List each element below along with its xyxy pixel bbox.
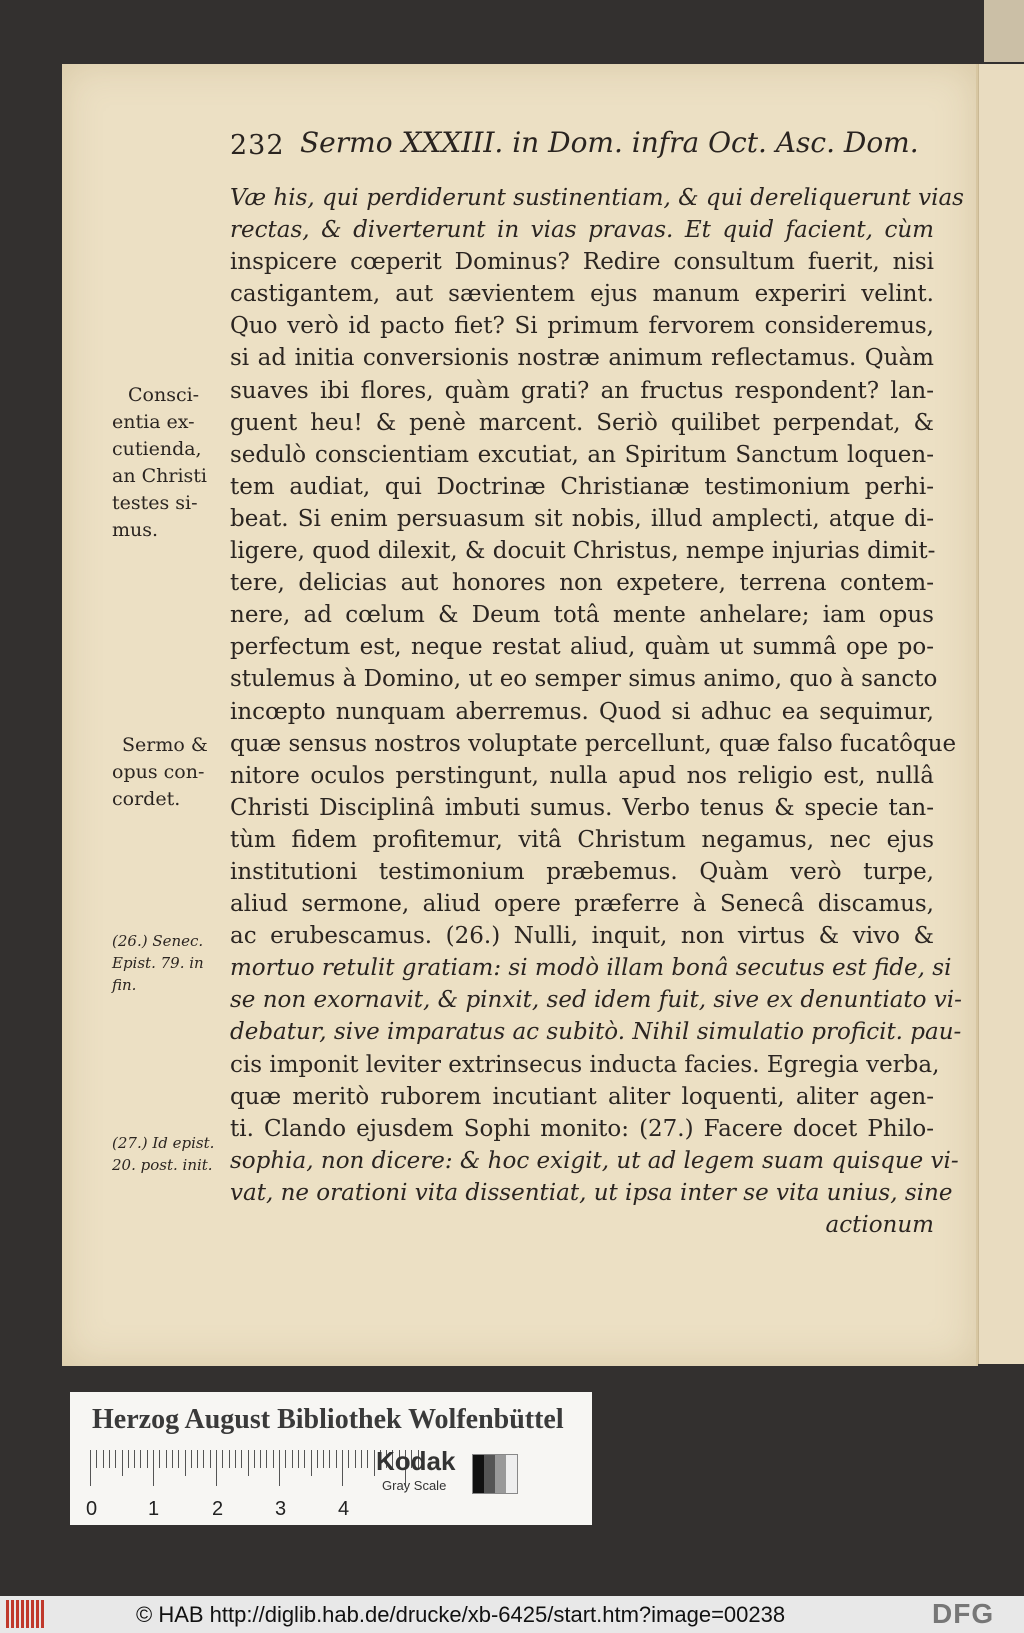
ruler-tick: [374, 1450, 375, 1476]
ruler-tick: [166, 1450, 167, 1468]
running-head-title: Sermo XXXIII. in Dom. infra Oct. Asc. Dom.: [300, 126, 919, 159]
text-line: mortuo retulit gratiam: si modò illam bonâ secutus est fide, si: [230, 955, 952, 982]
ruler-tick: [197, 1450, 198, 1468]
catchword: actionum: [825, 1212, 934, 1238]
text-line: suaves ibi flores, quàm grati? an fructus respondent? lan-: [230, 377, 934, 404]
text-line: Væ his, qui perdiderunt sustinentiam, & qui dereliquerunt vias: [230, 185, 964, 211]
text-line: se non exornavit, & pinxit, sed idem fuit, sive ex denuntiato vi-: [230, 987, 962, 1014]
ruler-number: 4: [338, 1498, 350, 1520]
ruler-tick: [147, 1450, 148, 1468]
adjacent-page-edge: [978, 64, 1024, 1364]
ruler-tick: [153, 1450, 154, 1486]
page-number: 232: [230, 130, 285, 161]
ruler-tick: [254, 1450, 255, 1468]
ruler-tick: [266, 1450, 267, 1468]
ruler-tick: [285, 1450, 286, 1468]
margin-note-line: an Christi: [112, 465, 207, 487]
text-line: sedulò conscientiam excutiat, an Spiritum Sanctum loquen-: [230, 441, 934, 468]
margin-note-citation-27: [112, 1132, 214, 1176]
text-line: vat, ne orationi vita dissentiat, ut ipsa inter se vita unius, sine: [230, 1179, 953, 1206]
ruler-number: 2: [212, 1498, 224, 1520]
ruler-tick: [229, 1450, 230, 1468]
margin-note-sermo: [112, 732, 208, 813]
margin-note-line: (26.) Senec.: [112, 932, 204, 950]
ruler-tick: [103, 1450, 104, 1468]
margin-note-line: 20. post. init.: [112, 1156, 213, 1174]
ruler-tick: [311, 1450, 312, 1476]
ruler-tick: [178, 1450, 179, 1468]
text-line: aliud sermone, aliud opere præferre à Senecâ discamus,: [230, 891, 934, 918]
ruler-tick: [273, 1450, 274, 1468]
ruler-tick: [140, 1450, 141, 1468]
gray-scale-swatch: [472, 1454, 518, 1494]
book-page: [62, 64, 978, 1366]
ruler-tick: [115, 1450, 116, 1468]
running-head: [230, 126, 930, 168]
margin-note-line: mus.: [112, 519, 159, 541]
ruler-tick: [134, 1450, 135, 1468]
ruler-tick: [185, 1450, 186, 1476]
ruler-tick: [222, 1450, 223, 1468]
text-line: ac erubescamus. (26.) Nulli, inquit, non virtus & vivo &: [230, 923, 934, 950]
ruler-number: 3: [275, 1498, 287, 1520]
text-line: quæ meritò ruborem incutiant aliter loquenti, aliter agen-: [230, 1083, 934, 1110]
ruler-tick: [172, 1450, 173, 1468]
text-line: inspicere cœperit Dominus? Redire consultum fuerit, nisi: [230, 249, 934, 276]
ruler-tick: [336, 1450, 337, 1468]
ruler-tick: [329, 1450, 330, 1468]
library-name: Herzog August Bibliothek Wolfenbüttel: [92, 1404, 564, 1435]
barcode-logo-icon: [6, 1600, 46, 1628]
margin-note-line: cordet.: [112, 788, 181, 810]
ruler-tick: [109, 1450, 110, 1468]
footer-url[interactable]: © HAB http://diglib.hab.de/drucke/xb-6425/start.htm?image=00238: [136, 1602, 786, 1627]
text-line: guent heu! & penè marcent. Seriò quilibet perpendat, &: [230, 409, 934, 436]
text-line: institutioni testimonium præbemus. Quàm verò turpe,: [230, 858, 934, 885]
margin-note-line: opus con-: [112, 761, 205, 783]
text-line: stulemus à Domino, ut eo semper simus animo, quo à sancto: [230, 666, 938, 693]
ruler-tick: [203, 1450, 204, 1468]
ruler-tick: [191, 1450, 192, 1468]
text-line: Quo verò id pacto fiet? Si primum fervorem consideremus,: [230, 313, 934, 340]
text-line: rectas, & diverterunt in vias pravas. Et quid facient, cùm: [230, 217, 934, 244]
adjacent-page-top: [984, 0, 1024, 62]
text-line: Christi Disciplinâ imbuti sumus. Verbo tenus & specie tan-: [230, 794, 934, 821]
text-line: perfectum est, neque restat aliud, quàm ut summâ ope po-: [230, 634, 934, 661]
library-scale-label: [70, 1392, 592, 1525]
ruler-tick: [348, 1450, 349, 1468]
text-line: nitore oculos perstingunt, nulla apud nos religio est, nullâ: [230, 762, 934, 789]
text-line: ti. Clando ejusdem Sophi monito: (27.) Facere docet Philo-: [230, 1115, 934, 1142]
ruler-tick: [279, 1450, 280, 1486]
ruler-number: 1: [148, 1498, 160, 1520]
ruler-tick: [248, 1450, 249, 1476]
ruler-tick: [323, 1450, 324, 1468]
text-line: cis imponit leviter extrinsecus inducta facies. Egregia verba,: [230, 1051, 940, 1078]
ruler-number: 0: [86, 1498, 98, 1520]
ruler-tick: [317, 1450, 318, 1468]
margin-note-line: fin.: [112, 976, 137, 994]
margin-note-line: Epist. 79. in: [112, 954, 204, 972]
text-line: ligere, quod dilexit, & docuit Christus, nempe injurias dimit-: [230, 538, 936, 565]
text-line: castigantem, aut sævientem ejus manum experiri velint.: [230, 281, 934, 308]
text-line: tem audiat, qui Doctrinæ Christianæ testimonium perhi-: [230, 473, 934, 500]
ruler-tick: [122, 1450, 123, 1476]
ruler-tick: [216, 1450, 217, 1486]
ruler-tick: [260, 1450, 261, 1468]
text-line: sophia, non dicere: & hoc exigit, ut ad legem suam quisque vi-: [230, 1147, 959, 1174]
kodak-brand: Kodak: [376, 1446, 456, 1476]
ruler-tick: [292, 1450, 293, 1468]
ruler-tick: [304, 1450, 305, 1468]
footer-bar: [0, 1596, 1024, 1633]
text-line: si ad initia conversionis nostræ animum reflectamus. Quàm: [230, 345, 934, 372]
margin-note-line: testes si-: [112, 492, 198, 514]
ruler-tick: [298, 1450, 299, 1468]
text-line: incœpto nunquam aberremus. Quod si adhuc ea sequimur,: [230, 698, 934, 725]
ruler-tick: [355, 1450, 356, 1468]
ruler-tick: [367, 1450, 368, 1468]
ruler-tick: [128, 1450, 129, 1468]
ruler-tick: [90, 1450, 91, 1486]
margin-note-line: Consci-: [128, 384, 200, 406]
ruler-tick: [210, 1450, 211, 1468]
dfg-logo: DFG: [932, 1598, 995, 1629]
text-line: tùm fidem profitemur, vitâ Christum negamus, nec ejus: [230, 826, 934, 853]
ruler-tick: [342, 1450, 343, 1486]
margin-note-line: entia ex-: [112, 411, 195, 433]
text-line: quæ sensus nostros voluptate percellunt, quæ falso fucatôque: [230, 730, 957, 757]
margin-note-citation-26: [112, 930, 204, 996]
ruler-tick: [96, 1450, 97, 1468]
margin-note-line: cutienda,: [112, 438, 202, 460]
body-text: [230, 182, 964, 1241]
ruler-tick: [241, 1450, 242, 1468]
text-line: debatur, sive imparatus ac subitò. Nihil simulatio proficit. pau-: [230, 1019, 962, 1046]
kodak-gray-scale: Gray Scale: [382, 1478, 447, 1493]
ruler-tick: [361, 1450, 362, 1468]
margin-note-conscientia: [112, 382, 207, 544]
text-line: nere, ad cœlum & Deum totâ mente anhelare; iam opus: [230, 602, 934, 629]
ruler-tick: [235, 1450, 236, 1468]
margin-note-line: Sermo &: [122, 734, 208, 756]
text-line: tere, delicias aut honores non expetere, terrena contem-: [230, 570, 934, 597]
ruler-tick: [159, 1450, 160, 1468]
text-line: beat. Si enim persuasum sit nobis, illud amplecti, atque di-: [230, 505, 934, 532]
margin-note-line: (27.) Id epist.: [112, 1134, 215, 1152]
